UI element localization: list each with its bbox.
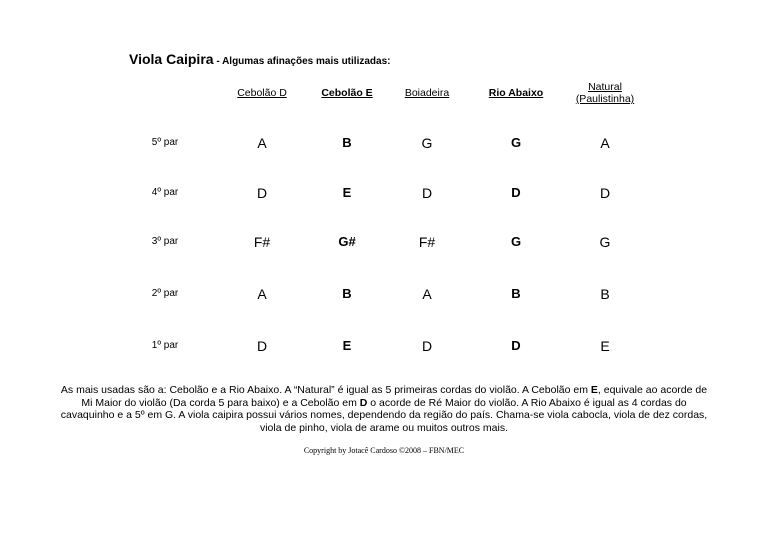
row-label: 1º par bbox=[151, 340, 179, 351]
copyright-notice: Copyright by Jotacê Cardoso ©2008 – FBN/MEC bbox=[303, 446, 465, 455]
note-cell: F# bbox=[418, 234, 436, 250]
note-cell: G bbox=[510, 234, 522, 249]
note-cell: B bbox=[342, 135, 352, 150]
note-cell: G bbox=[599, 234, 611, 250]
column-header-boiadeira: Boiadeira bbox=[404, 87, 450, 99]
footnote-text: As mais usadas são a: Cebolão e a Rio Abaixo. A “Natural” é igual as 5 primeiras cordas do violão. A Cebolão em bbox=[60, 384, 591, 396]
footnote-text: o acorde de Ré Maior do violão. A Rio Abaixo é igual as 4 cordas do cavaquinho e a 5º em G. A viola caipira possui vários nomes, dependendo da região do país. Chama-se viola cabocla, viola de dez cordas, viola de pinho, viola de arame ou muitos outros mais. bbox=[60, 396, 708, 434]
title-subtitle: - Algumas afinações mais utilizadas: bbox=[213, 56, 391, 67]
footnote-key-d: D bbox=[359, 396, 368, 409]
note-cell: D bbox=[599, 185, 611, 201]
note-cell: D bbox=[421, 185, 433, 201]
column-header-cebolao-d: Cebolão D bbox=[237, 87, 287, 99]
note-cell: B bbox=[342, 286, 352, 301]
footnote-text: , equivale ao acorde de Mi Maior do violão (Da corda 5 para baixo) e a Cebolão em bbox=[81, 384, 708, 409]
note-cell: F# bbox=[253, 234, 271, 250]
note-cell: D bbox=[511, 185, 521, 200]
note-cell: E bbox=[600, 338, 610, 354]
note-cell: A bbox=[600, 135, 610, 151]
note-cell: D bbox=[511, 338, 521, 353]
note-cell: B bbox=[600, 286, 610, 302]
column-header-natural: Natural (Paulistinha) bbox=[575, 81, 635, 105]
note-cell: A bbox=[257, 286, 267, 302]
note-cell: G bbox=[421, 135, 433, 151]
footnote-key-e: E bbox=[590, 384, 598, 396]
footnote-paragraph bbox=[60, 384, 708, 434]
title-main: Viola Caipira bbox=[129, 51, 214, 67]
note-cell: E bbox=[342, 338, 352, 353]
note-cell: G bbox=[510, 135, 522, 150]
column-header-rio-abaixo: Rio Abaixo bbox=[488, 87, 544, 99]
page-title bbox=[129, 51, 390, 69]
note-cell: A bbox=[257, 135, 267, 151]
note-cell: D bbox=[256, 338, 268, 354]
note-cell: A bbox=[422, 286, 432, 302]
row-label: 2º par bbox=[151, 288, 179, 299]
note-cell: D bbox=[256, 185, 268, 201]
column-header-cebolao-e: Cebolão E bbox=[321, 87, 373, 99]
row-label: 4º par bbox=[151, 187, 179, 198]
row-label: 5º par bbox=[151, 137, 179, 148]
note-cell: E bbox=[342, 185, 352, 200]
note-cell: B bbox=[511, 286, 521, 301]
note-cell: G# bbox=[338, 234, 356, 249]
row-label: 3º par bbox=[151, 236, 179, 247]
note-cell: D bbox=[421, 338, 433, 354]
